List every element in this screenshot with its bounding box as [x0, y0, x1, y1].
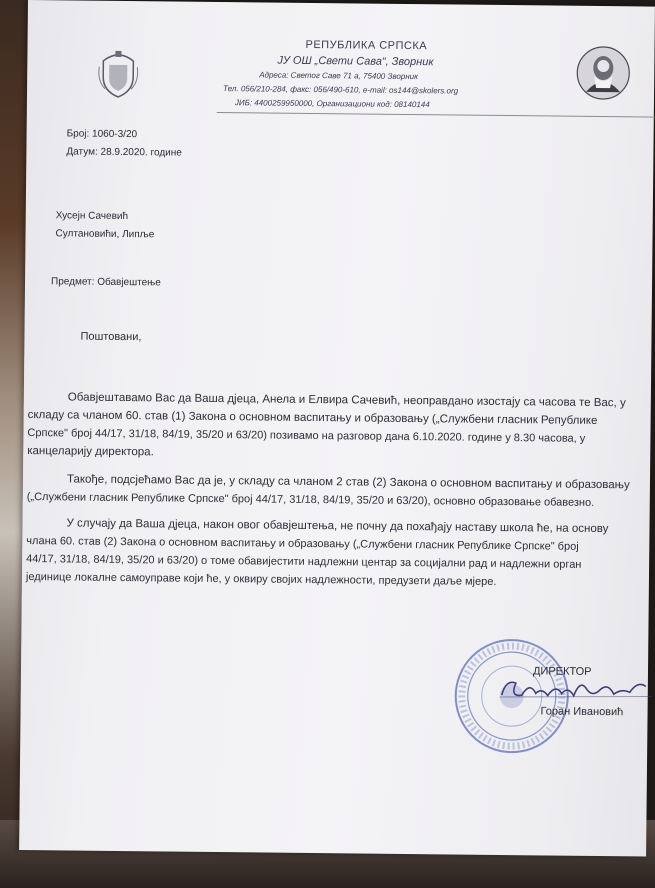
paragraph-1-line: канцеларију директора. — [27, 445, 154, 459]
letter-page — [19, 0, 655, 857]
paragraph-1-line: Српске" број 44/17, 31/18, 84/19, 35/20 и 63/20) позивамо на разговор дана 6.10.2020. године у 8.30 часова, у — [27, 427, 586, 445]
paragraph-3-line: У случају да Ваша дјеца, након овог обавјештења, не почну да похађају наставу школа ће, на основу — [66, 517, 609, 536]
recipient-name: Хусејн Сачевић — [55, 210, 129, 223]
header-republic: РЕПУБЛИКА СРПСКА — [305, 38, 428, 53]
header-ids: ЈИБ: 4400259950000, Организациони код: 08140144 — [234, 98, 430, 110]
handwritten-signature — [496, 673, 655, 707]
greeting: Поштовани, — [80, 330, 142, 344]
document-date: Датум: 28.9.2020. године — [66, 146, 182, 159]
subject-line: Предмет: Обавјештење — [50, 276, 161, 289]
header-address: Адреса: Светог Саве 71 а, 75400 Зворник — [259, 70, 418, 82]
header-contacts: Тел. 056/210-284, факс: 056/490-610, e-mail: os144@skolers.org — [223, 84, 459, 96]
paragraph-1-line: Обавјештавамо Вас да Ваша дјеца, Анела и Елвира Сачевић, неоправдано изостају са часова те Вас, у — [67, 391, 626, 410]
director-name: Горан Ивановић — [540, 705, 624, 719]
header-school: ЈУ ОШ „Свети Сава“, Зворник — [277, 54, 434, 69]
coat-of-arms-icon — [95, 47, 142, 99]
school-logo-icon — [572, 42, 635, 105]
paragraph-3-line: 44/17, 31/18, 84/19, 35/20 и 63/20) о томе обавијестити надлежни центар за социјални рад и надлежни орган — [26, 553, 582, 571]
header-divider — [217, 112, 655, 118]
recipient-place: Султановићи, Липље — [55, 228, 155, 241]
paragraph-3-line: јединице локалне самоуправе који ће, у оквиру својих надлежности, предузети даље мјере. — [25, 571, 497, 588]
paragraph-1-line: складу са чланом 60. став (1) Закона о основном васпитању и образовању („Службени гласник Републике — [27, 409, 598, 427]
document-number: Број: 1060-3/20 — [66, 128, 138, 141]
paragraph-2-line: Такође, подсјећамо Вас да је, у складу са чланом 2 став (2) Закона о основном васпитању и образовању — [66, 473, 630, 492]
director-title: ДИРЕКТОР — [532, 665, 592, 678]
paragraph-2-line: („Службени гласник Републике Српске" број 44/17, 31/18, 84/19, 35/20 и 63/20), основно образовање обавезно. — [26, 491, 595, 509]
paragraph-3-line: члана 60. став (2) Закона о основном васпитању и образовању („Службени гласник Републике Српске" број — [26, 535, 579, 553]
